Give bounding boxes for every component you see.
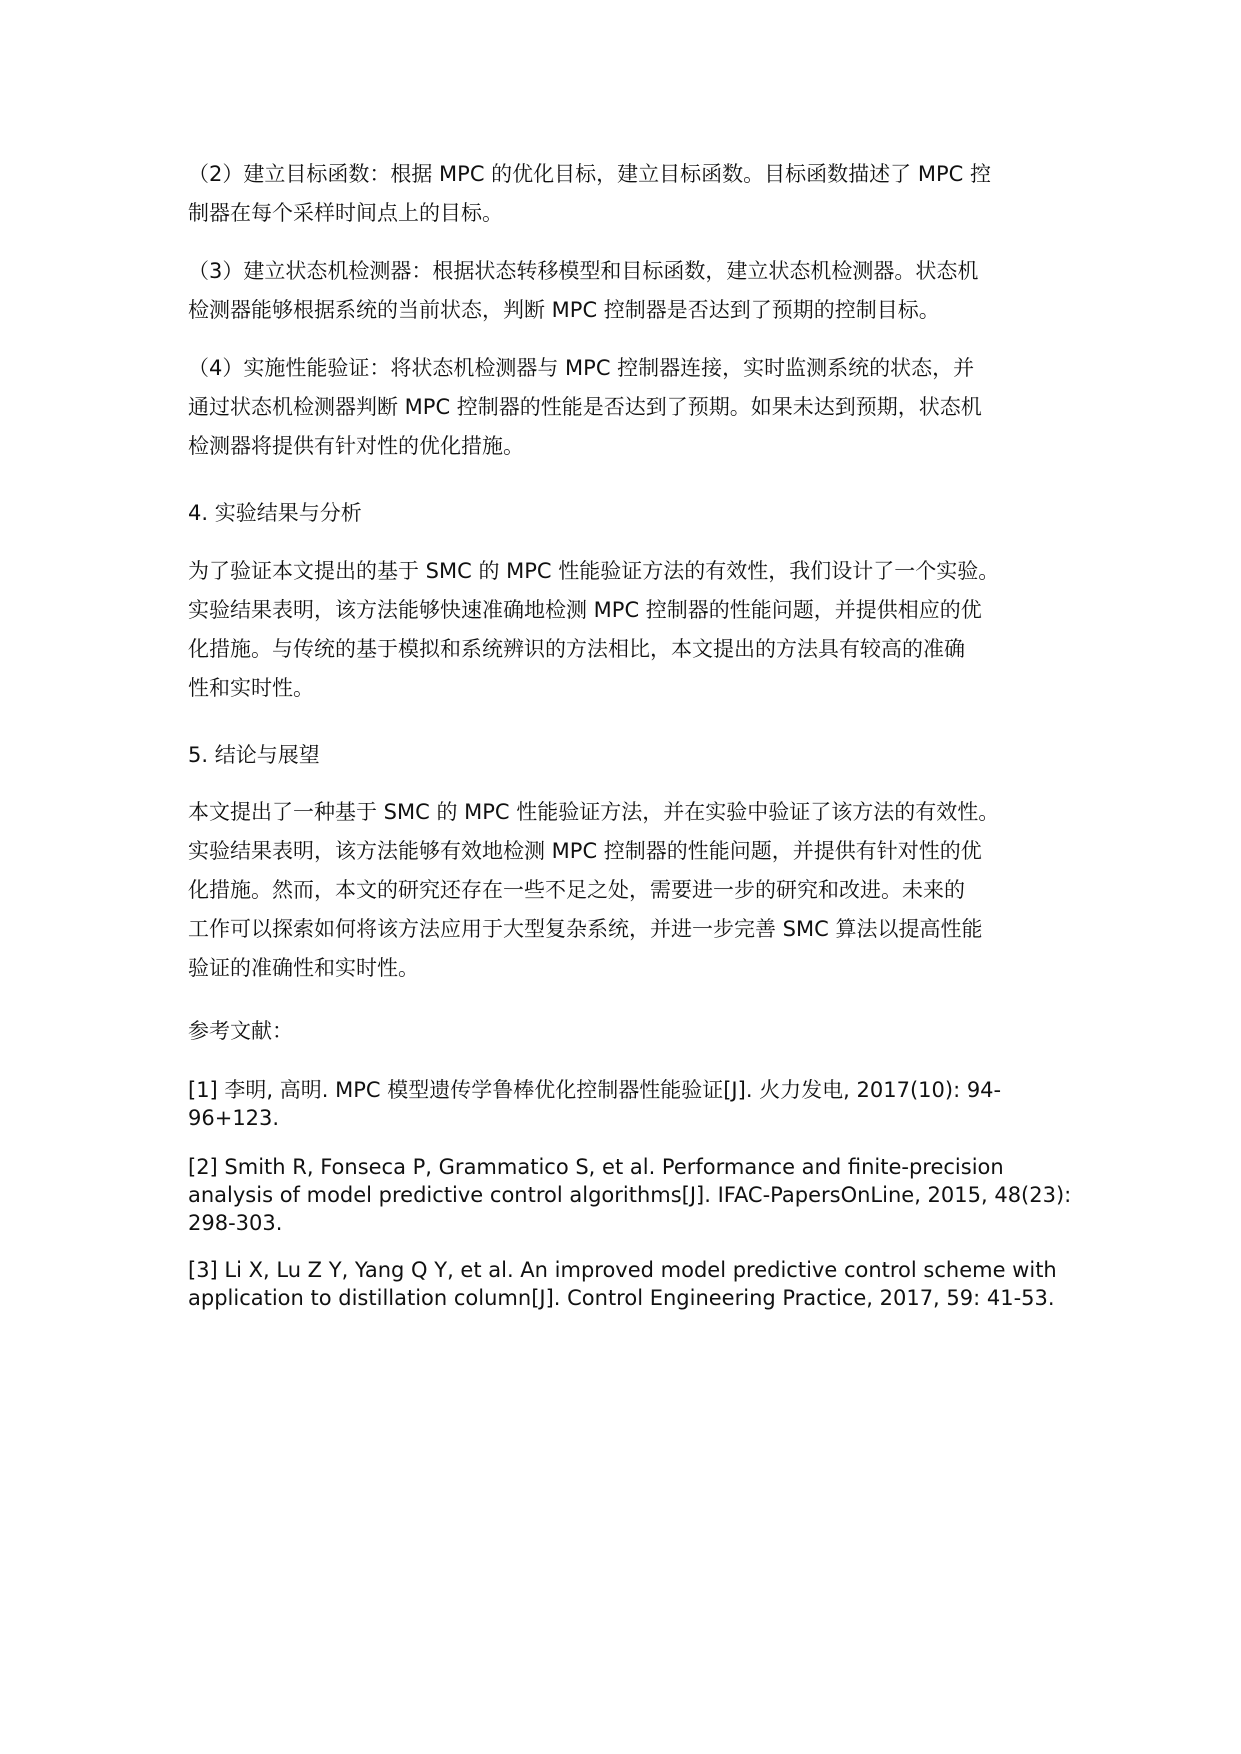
reference-1 bbox=[188, 1076, 1068, 1132]
reference-3-line-2: application to distillation column[J]. Control Engineering Practice, 2017, 59: 41-53. bbox=[188, 1286, 1055, 1310]
reference-2 bbox=[188, 1153, 1072, 1237]
reference-2-line-1: [2] Smith R, Fonseca P, Grammatico S, et al. Performance and finite-precision bbox=[188, 1155, 1004, 1179]
step-2-paragraph bbox=[188, 155, 1068, 233]
step-4-line-1: （4）实施性能验证：将状态机检测器与 MPC 控制器连接，实时监测系统的状态，并 bbox=[188, 356, 975, 380]
section-5-line-4: 工作可以探索如何将该方法应用于大型复杂系统，并进一步完善 SMC 算法以提高性能 bbox=[188, 917, 983, 941]
step-4-line-3: 检测器将提供有针对性的优化措施。 bbox=[188, 434, 524, 458]
step-2-line-2: 制器在每个采样时间点上的目标。 bbox=[188, 201, 503, 225]
reference-1-line-1: [1] 李明, 高明. MPC 模型遗传学鲁棒优化控制器性能验证[J]. 火力发电, 2017(10): 94- bbox=[188, 1078, 1002, 1102]
reference-3-line-1: [3] Li X, Lu Z Y, Yang Q Y, et al. An improved model predictive control scheme with bbox=[188, 1258, 1057, 1282]
step-4-line-2: 通过状态机检测器判断 MPC 控制器的性能是否达到了预期。如果未达到预期，状态机 bbox=[188, 395, 982, 419]
reference-2-line-2: analysis of model predictive control algorithms[J]. IFAC-PapersOnLine, 2015, 48(23): bbox=[188, 1183, 1072, 1207]
step-4-paragraph bbox=[188, 349, 1068, 466]
reference-2-line-3: 298-303. bbox=[188, 1211, 283, 1235]
section-5-line-5: 验证的准确性和实时性。 bbox=[188, 956, 419, 980]
references-heading: 参考文献： bbox=[188, 1019, 293, 1043]
section-5-line-2: 实验结果表明，该方法能够有效地检测 MPC 控制器的性能问题，并提供有针对性的优 bbox=[188, 839, 982, 863]
section-5-line-3: 化措施。然而，本文的研究还存在一些不足之处，需要进一步的研究和改进。未来的 bbox=[188, 878, 965, 902]
step-2-line-1: （2）建立目标函数：根据 MPC 的优化目标，建立目标函数。目标函数描述了 MPC 控 bbox=[188, 162, 991, 186]
section-5-heading: 5. 结论与展望 bbox=[188, 743, 320, 767]
section-4-paragraph bbox=[188, 552, 1068, 708]
step-3-line-1: （3）建立状态机检测器：根据状态转移模型和目标函数，建立状态机检测器。状态机 bbox=[188, 259, 979, 283]
reference-3 bbox=[188, 1256, 1068, 1312]
section-4-line-1: 为了验证本文提出的基于 SMC 的 MPC 性能验证方法的有效性，我们设计了一个实验。 bbox=[188, 559, 1000, 583]
step-3-line-2: 检测器能够根据系统的当前状态，判断 MPC 控制器是否达到了预期的控制目标。 bbox=[188, 298, 940, 322]
section-4-line-4: 性和实时性。 bbox=[188, 676, 314, 700]
section-5-line-1: 本文提出了一种基于 SMC 的 MPC 性能验证方法，并在实验中验证了该方法的有效性。 bbox=[188, 800, 1000, 824]
section-4-heading: 4. 实验结果与分析 bbox=[188, 501, 362, 525]
section-5-paragraph bbox=[188, 793, 1068, 988]
step-3-paragraph bbox=[188, 252, 1068, 330]
reference-1-line-2: 96+123. bbox=[188, 1106, 280, 1130]
section-4-line-3: 化措施。与传统的基于模拟和系统辨识的方法相比，本文提出的方法具有较高的准确 bbox=[188, 637, 965, 661]
section-4-line-2: 实验结果表明，该方法能够快速准确地检测 MPC 控制器的性能问题，并提供相应的优 bbox=[188, 598, 982, 622]
